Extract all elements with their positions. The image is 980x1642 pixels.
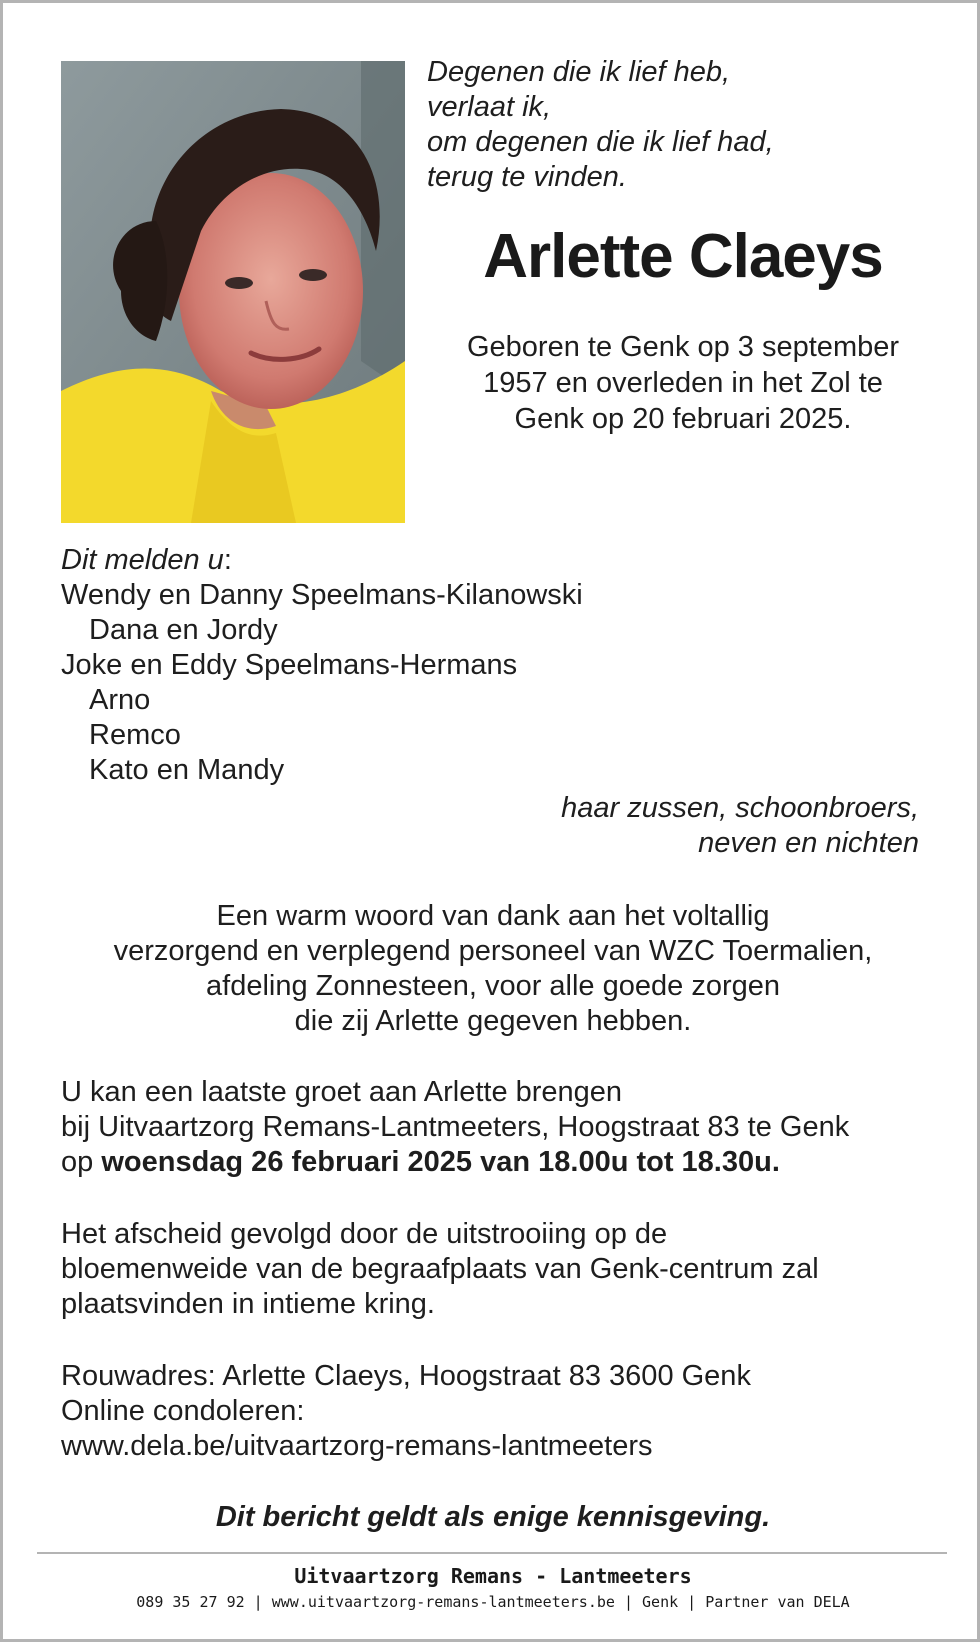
portrait-photo (61, 61, 405, 523)
visitation-prefix: op (61, 1146, 102, 1178)
visitation-line: U kan een laatste groet aan Arlette brengen (61, 1076, 623, 1108)
thanks-line: die zij Arlette gegeven hebben. (294, 1005, 692, 1037)
thanks-message (43, 899, 943, 1039)
family-member: Dana en Jordy (89, 614, 278, 646)
poem-line: Degenen die ik lief heb, (427, 56, 731, 88)
thanks-line: verzorgend en verplegend personeel van WZC Toermalien, (113, 935, 873, 967)
relation-line: haar zussen, schoonbroers, (561, 792, 919, 824)
poem-line: om degenen die ik lief had, (427, 126, 774, 158)
visitation-datetime: woensdag 26 februari 2025 van 18.00u tot 18.30u. (101, 1146, 780, 1178)
birth-death-line: Geboren te Genk op 3 september (466, 331, 900, 363)
deceased-name: Arlette Claeys (483, 222, 883, 291)
family-member: Remco (89, 719, 181, 751)
announcement-intro (61, 543, 941, 578)
visitation-info (61, 1075, 961, 1180)
thanks-line: afdeling Zonnesteen, voor alle goede zorgen (206, 970, 780, 1002)
thanks-line: Een warm woord van dank aan het voltallig (216, 900, 770, 932)
condolence-url: www.dela.be/uitvaartzorg-remans-lantmeeters (61, 1430, 653, 1462)
announcement-intro-colon: : (223, 544, 232, 576)
family-member: Wendy en Danny Speelmans-Kilanowski (61, 579, 583, 611)
relation-line: neven en nichten (698, 827, 919, 859)
visitation-line: bij Uitvaartzorg Remans-Lantmeeters, Hoogstraat 83 te Genk (61, 1111, 850, 1143)
footer-divider (37, 1552, 947, 1554)
farewell-line: Het afscheid gevolgd door de uitstrooiing op de (61, 1218, 668, 1250)
poem (427, 55, 947, 195)
visitation-line (61, 1145, 961, 1180)
announcement-intro-text: Dit melden u (61, 544, 224, 576)
birth-death-text (423, 329, 943, 437)
birth-death-line: 1957 en overleden in het Zol te (483, 367, 883, 399)
family-announcement (61, 543, 941, 788)
portrait-image (61, 61, 405, 523)
farewell-line: plaatsvinden in intieme kring. (61, 1288, 435, 1320)
farewell-line: bloemenweide van de begraafplaats van Genk-centrum zal (61, 1253, 819, 1285)
poem-line: terug te vinden. (427, 161, 627, 193)
poem-line: verlaat ik, (427, 91, 552, 123)
family-relation (561, 791, 919, 861)
notice-text: Dit bericht geldt als enige kennisgeving. (215, 1501, 771, 1533)
footer-contact: 089 35 27 92 | www.uitvaartzorg-remans-lantmeeters.be | Genk | Partner van DELA (136, 1593, 850, 1611)
birth-death-line: Genk op 20 februari 2025. (514, 403, 852, 435)
mourning-address (61, 1359, 961, 1464)
address-line: Online condoleren: (61, 1395, 305, 1427)
family-member: Kato en Mandy (89, 754, 285, 786)
footer-company: Uitvaartzorg Remans - Lantmeeters (294, 1564, 692, 1588)
address-line: Rouwadres: Arlette Claeys, Hoogstraat 83 3600 Genk (61, 1360, 751, 1392)
farewell-info (61, 1217, 961, 1322)
family-member: Arno (89, 684, 151, 716)
family-member: Joke en Eddy Speelmans-Hermans (61, 649, 518, 681)
